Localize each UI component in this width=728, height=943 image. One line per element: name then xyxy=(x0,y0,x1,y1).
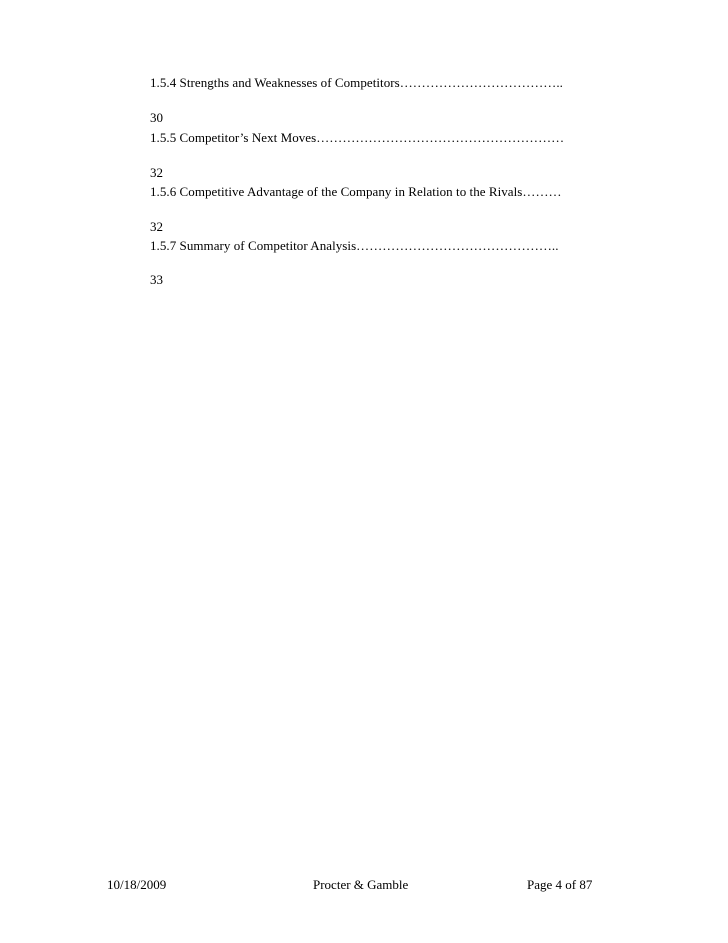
toc-entry-title: 1.5.6 Competitive Advantage of the Company in Relation to the Rivals……… xyxy=(150,184,562,199)
toc-entry-page-number: 32 xyxy=(150,165,164,180)
footer-company-name: Procter & Gamble xyxy=(313,877,409,892)
toc-entry-title: 1.5.4 Strengths and Weaknesses of Competitors……………………………….. xyxy=(150,75,563,90)
toc-entry-page-number: 33 xyxy=(150,272,164,287)
toc-entry-title: 1.5.7 Summary of Competitor Analysis……………………………………….. xyxy=(150,238,559,253)
toc-entry-page-number: 32 xyxy=(150,219,164,234)
toc-entry-page-number: 30 xyxy=(150,110,164,125)
footer-date: 10/18/2009 xyxy=(107,877,167,892)
toc-entry-title: 1.5.5 Competitor’s Next Moves………………………………………………… xyxy=(150,130,565,145)
footer-page-number: Page 4 of 87 xyxy=(527,877,593,892)
